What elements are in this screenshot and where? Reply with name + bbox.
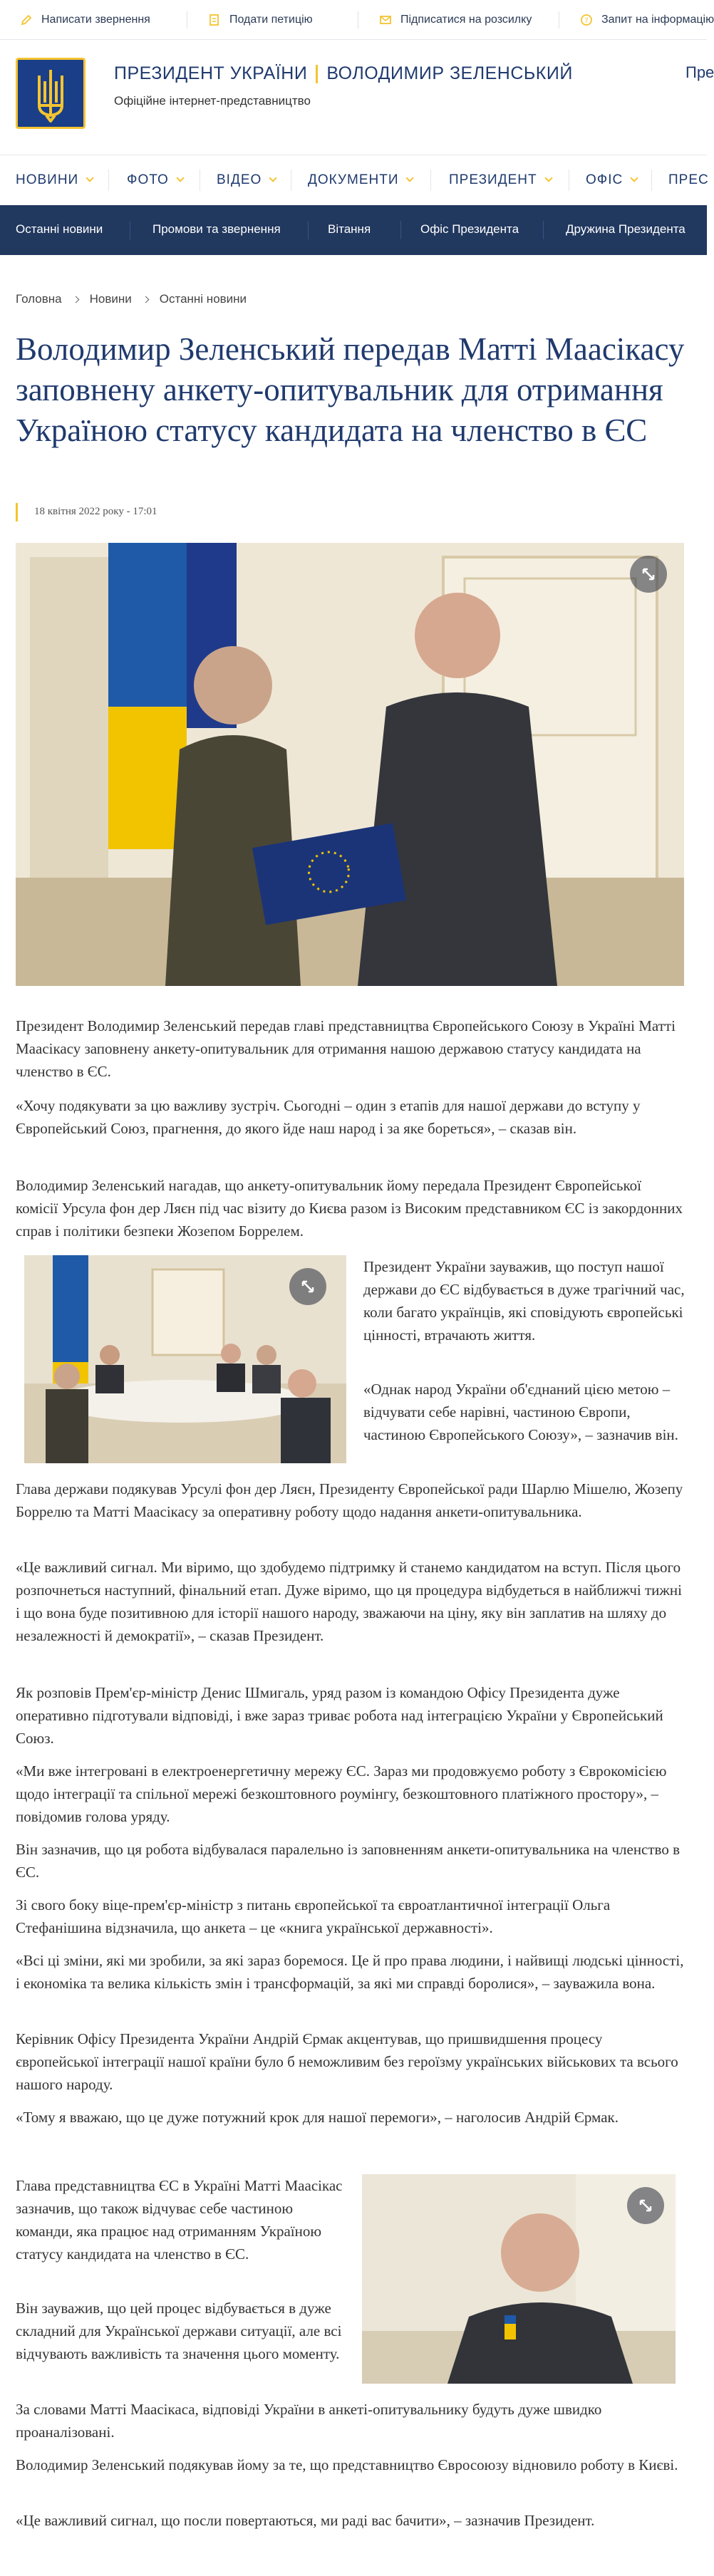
expand-icon <box>627 2187 664 2224</box>
mail-icon <box>379 14 392 26</box>
question-icon <box>580 14 593 26</box>
section-subnav <box>0 205 707 255</box>
article-paragraph: «Це важливий сигнал, що посли повертаються, ми раді вас бачити», – зазначив Президент. <box>16 2512 595 2529</box>
expand-photo-button[interactable] <box>627 2187 664 2224</box>
nav-press[interactable]: ПРЕС <box>668 172 709 187</box>
article-paragraph: Володимир Зеленський подякував йому за те, що представництво Євросоюзу відновило роботу в Києві. <box>16 2456 678 2473</box>
main-navigation <box>0 155 707 204</box>
article-date: 18 квітня 2022 року - 17:01 <box>34 506 157 517</box>
article-paragraph: Глава держави подякував Урсулі фон дер Ляєн, Президенту Європейської ради Шарлю Мішелю, Жозепу Боррелю та Матті Маасікасу за оперативну роботу щодо надання анкети-опитувальника. <box>16 1480 683 1520</box>
information-request-link[interactable]: ? Запит на інформацію <box>580 10 714 30</box>
chevron-down-icon <box>406 174 414 182</box>
page-title: Володимир Зеленський передав Матті Маасікасу заповнену анкету-опитувальник для отримання Україною статусу кандидата на членство в ЄС <box>16 331 685 448</box>
chevron-down-icon <box>176 174 184 182</box>
expand-photo-button[interactable] <box>630 556 667 593</box>
breadcrumb-home[interactable]: Головна <box>16 292 62 306</box>
article-paragraph: Керівник Офісу Президента України Андрій Єрмак акцентував, що пришвидшення процесу європейської інтеграції нашої країни було б неможливим без героїзму українських військових та всього нашого народу. <box>16 2030 678 2093</box>
article-paragraph: «Ми вже інтегровані в електроенергетичну мережу ЄС. Зараз ми продовжуємо роботу з Єврокомісією щодо інтеграції та спільної мережі безкоштовного роумінгу, безкоштовного платіжного простору», – повідомив голова уряду. <box>16 1762 667 1825</box>
nav-documents[interactable]: ДОКУМЕНТИ <box>308 172 413 188</box>
article-paragraph: «Це важливий сигнал. Ми віримо, що здобудемо підтримку й станемо кандидатом на вступ. Після цього розпочнеться наступний, фінальний етап. Дуже віримо, що ця процедура відбудеться в найближчі тижні і що вона буде позитивною для історії нашого народу, зважаючи на ціну, яку він заплатив на шляху до незалежності й демократії», – сказав Президент. <box>16 1559 683 1644</box>
pencil-icon <box>20 14 33 26</box>
header-right-cut-text[interactable]: Прe <box>685 63 714 81</box>
article-paragraph: Президент України зауважив, що поступ нашої держави до ЄС відбувається в дуже трагічний час, коли багато українців, які сповідують європейські цінності, втрачають життя. <box>363 1258 685 1344</box>
breadcrumb <box>16 292 247 306</box>
nav-photo[interactable]: ФОТО <box>127 172 183 188</box>
portrait-photo[interactable] <box>362 2174 676 2384</box>
subnav-latest-news[interactable]: Останні новини <box>16 222 103 236</box>
site-subtitle: Офіційне інтернет-представництво <box>114 94 311 108</box>
svg-text:?: ? <box>584 17 589 25</box>
chevron-right-icon <box>72 296 79 303</box>
subnav-first-lady[interactable]: Дружина Президента <box>566 222 685 236</box>
article-paragraph: Володимир Зеленський нагадав, що анкету-опитувальник йому передала Президент Європейської комісії Урсула фон дер Ляєн під час візиту до Києва разом із Високим представником ЄС із закордонних справ і політики безпеки Жозепом Боррелем. <box>16 1177 683 1240</box>
expand-icon <box>289 1268 326 1305</box>
article-paragraph: Зі свого боку віце-прем'єр-міністр з питань європейської та євроатлантичної інтеграції Ольга Стефанішина відзначила, що анкета – це «книга української державності». <box>16 1896 611 1936</box>
article-paragraph: Як розповів Прем'єр-міністр Денис Шмигаль, уряд разом із командою Офісу Президента дуже оперативно підготували відповіді, і вже зараз триває робота над інтеграцією України у Європейський Союз. <box>16 1684 663 1747</box>
nav-office[interactable]: ОФІС <box>586 172 637 188</box>
chevron-right-icon <box>142 296 149 303</box>
date-accent-bar <box>16 503 18 521</box>
article-paragraph: «Однак народ України об'єднаний цією метою – відчувати себе нарівні, частиною Європи, частиною Європейського Союзу», – зазначив він. <box>363 1381 678 1443</box>
submit-petition-link[interactable]: Подати петицію <box>208 10 313 30</box>
subnav-speeches[interactable]: Промови та звернення <box>152 222 281 236</box>
nav-video[interactable]: ВІДЕО <box>217 172 276 188</box>
site-header <box>0 41 714 155</box>
main-photo[interactable] <box>16 543 684 986</box>
coat-of-arms-logo[interactable] <box>16 58 86 129</box>
expand-icon <box>630 556 667 593</box>
nav-news[interactable]: НОВИНИ <box>16 172 93 188</box>
chevron-down-icon <box>269 174 277 182</box>
article-paragraph: «Всі ці зміни, які ми зробили, за які зараз боремося. Це й про права людини, і найвищі людські цінності, і економіка та велика кількість змін і трансформацій, за які ми справді боролися», – зауважила вона. <box>16 1952 684 1992</box>
article-paragraph: Він зауважив, що цей процес відбувається в дуже складний для Української держави ситуації, але всі відчувають важливість та значення цього моменту. <box>16 2300 342 2362</box>
chevron-down-icon <box>86 174 94 182</box>
top-utility-bar <box>0 0 714 40</box>
article-paragraph: Глава представництва ЄС в Україні Матті Маасікас зазначив, що також відчуває себе частиною команди, яка працює над отриманням Україною статусу кандидата на членство в ЄС. <box>16 2177 343 2263</box>
subscribe-newsletter-link[interactable]: Підписатися на розсилку <box>379 10 532 30</box>
article-paragraph: За словами Матті Маасікаса, відповіді України в анкеті-опитувальнику будуть дуже швидко проаналізовані. <box>16 2401 602 2441</box>
subnav-greetings[interactable]: Вітання <box>328 222 371 236</box>
chevron-down-icon <box>544 174 552 182</box>
subnav-president-office[interactable]: Офіс Президента <box>420 222 519 236</box>
article-paragraph: «Хочу подякувати за цю важливу зустріч. Сьогодні – один з етапів для нашої держави до вступу у Європейський Союз, прагнення, до якого йде наш народ і за яке бореться», – сказав він. <box>16 1097 641 1137</box>
write-appeal-link[interactable]: Написати звернення <box>20 10 150 30</box>
document-pen-icon <box>208 14 221 26</box>
article-paragraph: Він зазначив, що ця робота відбувалася паралельно із заповненням анкети-опитувальника на членство в ЄС. <box>16 1841 680 1881</box>
breadcrumb-latest-news[interactable]: Останні новини <box>159 292 247 306</box>
meeting-photo[interactable] <box>24 1255 346 1463</box>
article-paragraph: Президент Володимир Зеленський передав главі представництва Європейського Союзу в Україні Матті Маасікасу заповнену анкету-опитувальник для отримання нашою державою статусу кандидата на членство в ЄС. <box>16 1017 676 1080</box>
nav-president[interactable]: ПРЕЗИДЕНТ <box>449 172 552 188</box>
breadcrumb-news[interactable]: Новини <box>89 292 132 306</box>
article-paragraph: «Тому я вважаю, що це дуже потужний крок для нашої перемоги», – наголосив Андрій Єрмак. <box>16 2109 619 2126</box>
chevron-down-icon <box>631 174 638 182</box>
expand-photo-button[interactable] <box>289 1268 326 1305</box>
site-title[interactable]: ПРЕЗИДЕНТ УКРАЇНИ ВОЛОДИМИР ЗЕЛЕНСЬКИЙ <box>114 63 573 83</box>
